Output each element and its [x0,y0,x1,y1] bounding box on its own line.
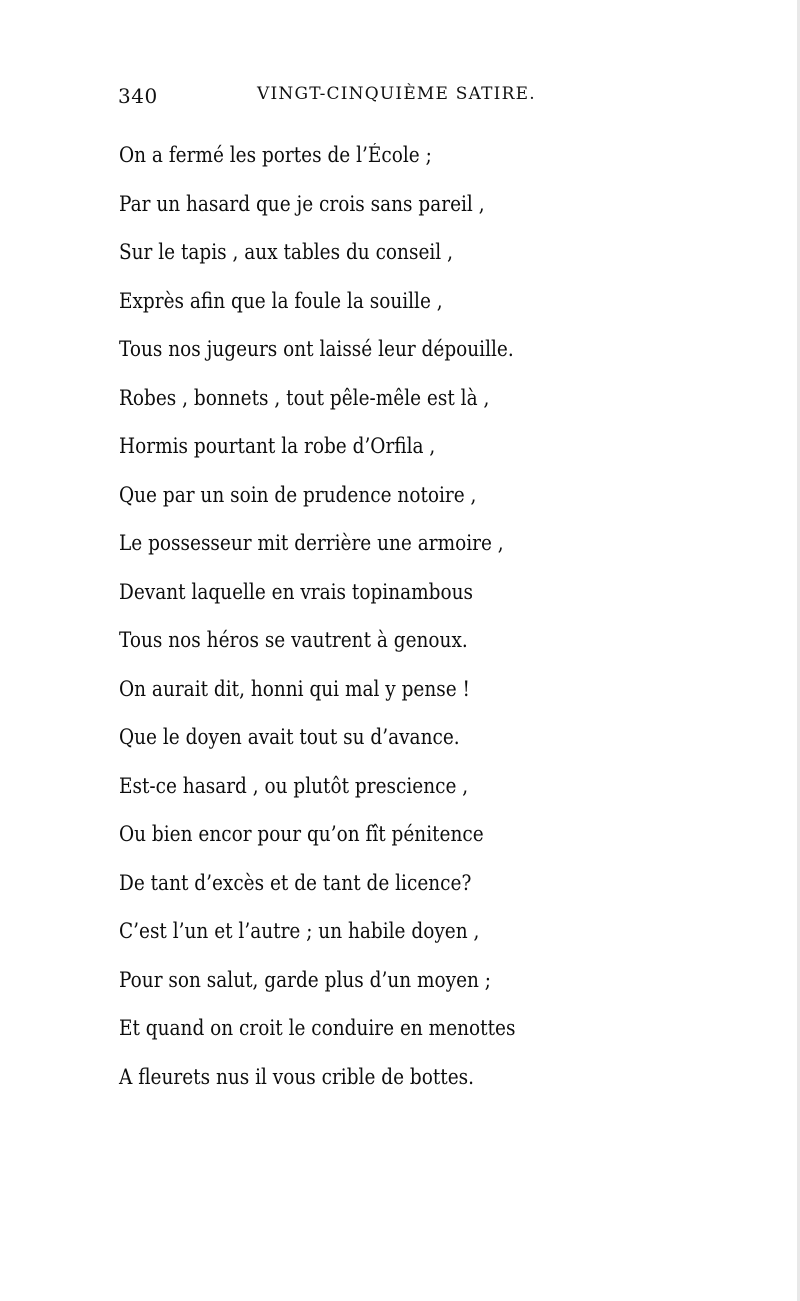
verse-line: Que le doyen avait tout su d’avance. [119,725,460,749]
verse-line: Le possesseur mit derrière une armoire , [119,531,504,555]
verse-line: Devant laquelle en vrais topinambous [119,579,473,604]
verse-line: Tous nos héros se vautrent à genoux. [119,628,468,652]
verse-line: Robes , bonnets , tout pêle-mêle est là , [119,385,490,410]
running-title: VINGT-CINQUIÈME SATIRE. [257,84,536,104]
verse-line: On aurait dit, honni qui mal y pense ! [119,676,470,701]
page-number: 340 [118,84,158,108]
running-head [118,84,568,116]
verse-line: C’est l’un et l’autre ; un habile doyen , [119,919,480,943]
verse-line: Sur le tapis , aux tables du conseil , [119,240,453,264]
verse-line: Par un hasard que je crois sans pareil , [119,191,485,216]
verse-line: Pour son salut, garde plus d’un moyen ; [119,967,492,992]
verse-line: Et quand on croit le conduire en menottes [119,1016,516,1040]
verse-line: On a fermé les portes de l’École ; [119,143,432,167]
verse-line: De tant d’excès et de tant de licence? [119,870,472,895]
verse-line: Est-ce hasard , ou plutôt prescience , [119,773,469,798]
poem-text [119,131,579,1101]
verse-line: Ou bien encor pour qu’on fît pénitence [119,822,484,846]
verse-line: Que par un soin de prudence notoire , [119,482,477,507]
verse-line: Hormis pourtant la robe d’Orfila , [119,434,436,458]
verse-line: Tous nos jugeurs ont laissé leur dépouille. [119,337,514,361]
verse-line: Exprès afin que la foule la souille , [119,288,443,313]
verse-line: A fleurets nus il vous crible de bottes. [119,1064,475,1089]
